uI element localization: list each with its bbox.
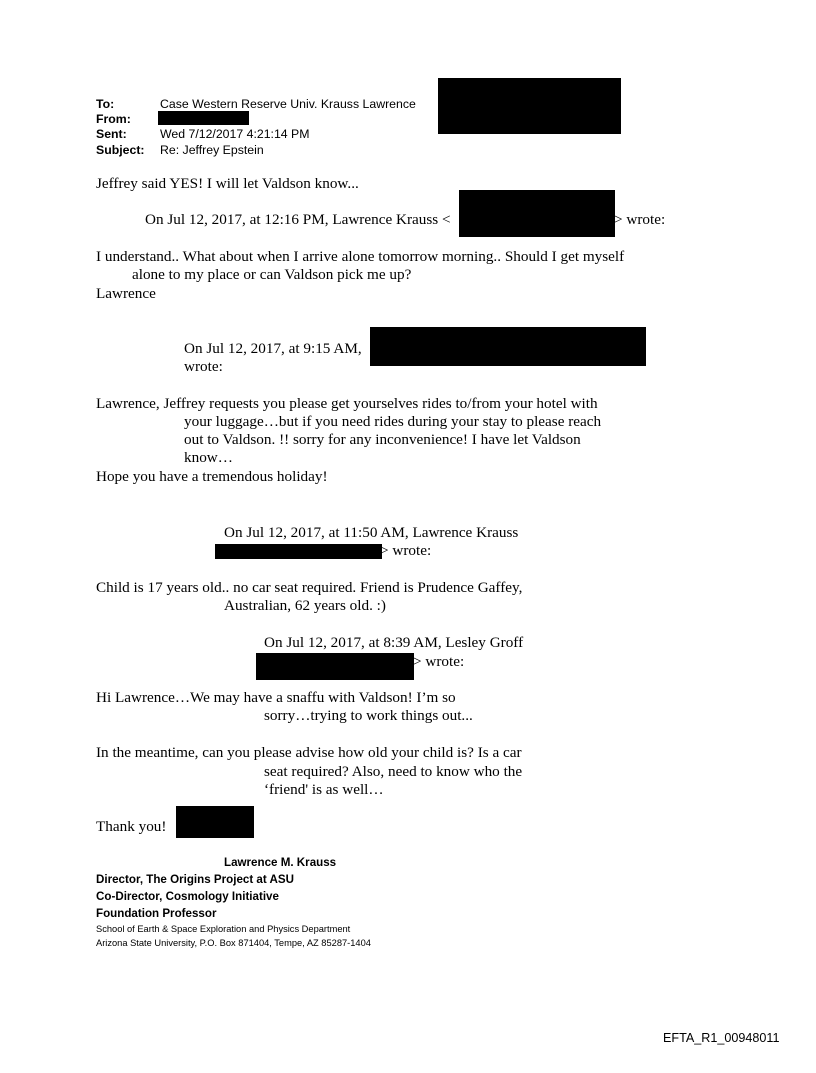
sent-value: Wed 7/12/2017 4:21:14 PM	[160, 127, 310, 141]
redaction-block	[158, 111, 249, 125]
document-id: EFTA_R1_00948011	[663, 1031, 780, 1045]
body-line: ‘friend' is as well…	[264, 781, 384, 798]
body-line: Lawrence, Jeffrey requests you please get yourselves rides to/from your hotel with	[96, 395, 598, 412]
body-paragraph: Jeffrey said YES! I will let Valdson know...	[96, 175, 359, 192]
sent-label: Sent:	[96, 127, 127, 141]
subject-value: Re: Jeffrey Epstein	[160, 143, 264, 157]
quote-attribution: On Jul 12, 2017, at 9:15 AM,	[184, 340, 362, 357]
sent-row	[96, 127, 127, 142]
to-row	[96, 97, 114, 112]
quote-attribution: On Jul 12, 2017, at 12:16 PM, Lawrence Krauss <	[145, 211, 451, 228]
quote-attribution-end: > wrote:	[380, 542, 432, 559]
signature-line: Arizona State University, P.O. Box 871404, Tempe, AZ 85287-1404	[96, 938, 371, 948]
signature-line: School of Earth & Space Exploration and Physics Department	[96, 924, 351, 934]
body-line: alone to my place or can Valdson pick me up?	[132, 266, 412, 283]
redaction-block	[256, 653, 414, 680]
signature-name: Lawrence M. Krauss	[224, 856, 337, 869]
body-line: sorry…trying to work things out...	[264, 707, 473, 724]
body-line: Hi Lawrence…We may have a snaffu with Valdson! I’m so	[96, 689, 456, 706]
redaction-block	[459, 190, 615, 237]
body-line: In the meantime, can you please advise how old your child is? Is a car	[96, 744, 522, 761]
quote-attribution: On Jul 12, 2017, at 8:39 AM, Lesley Groff	[264, 634, 524, 651]
subject-label: Subject:	[96, 143, 145, 157]
quote-attribution-end: wrote:	[184, 358, 223, 375]
body-line: your luggage…but if you need rides during your stay to please reach	[184, 413, 602, 430]
from-label: From:	[96, 112, 131, 126]
to-label: To:	[96, 97, 115, 111]
body-line: Thank you!	[96, 818, 167, 835]
signature-line: Director, The Origins Project at ASU	[96, 873, 294, 886]
body-line: out to Valdson. !! sorry for any inconvenience! I have let Valdson	[184, 431, 581, 448]
body-line: Lawrence	[96, 285, 156, 302]
body-line: Hope you have a tremendous holiday!	[96, 468, 328, 485]
body-line: I understand.. What about when I arrive alone tomorrow morning.. Should I get myself	[96, 248, 625, 265]
signature-line: Foundation Professor	[96, 907, 217, 920]
quote-attribution-end: > wrote:	[614, 211, 666, 228]
body-line: Australian, 62 years old. :)	[224, 597, 386, 614]
quote-attribution-end: > wrote:	[413, 653, 465, 670]
body-line: seat required? Also, need to know who the	[264, 763, 523, 780]
from-row	[96, 112, 131, 127]
body-line: know…	[184, 449, 233, 466]
redaction-block	[215, 544, 382, 559]
body-line: Child is 17 years old.. no car seat required. Friend is Prudence Gaffey,	[96, 579, 523, 596]
redaction-block	[370, 327, 646, 366]
subject-row	[96, 143, 145, 158]
to-value: Case Western Reserve Univ. Krauss Lawrence	[160, 97, 416, 111]
quote-attribution: On Jul 12, 2017, at 11:50 AM, Lawrence Krauss	[224, 524, 519, 541]
redaction-block	[438, 78, 621, 134]
redaction-block	[176, 806, 254, 838]
signature-line: Co-Director, Cosmology Initiative	[96, 890, 279, 903]
